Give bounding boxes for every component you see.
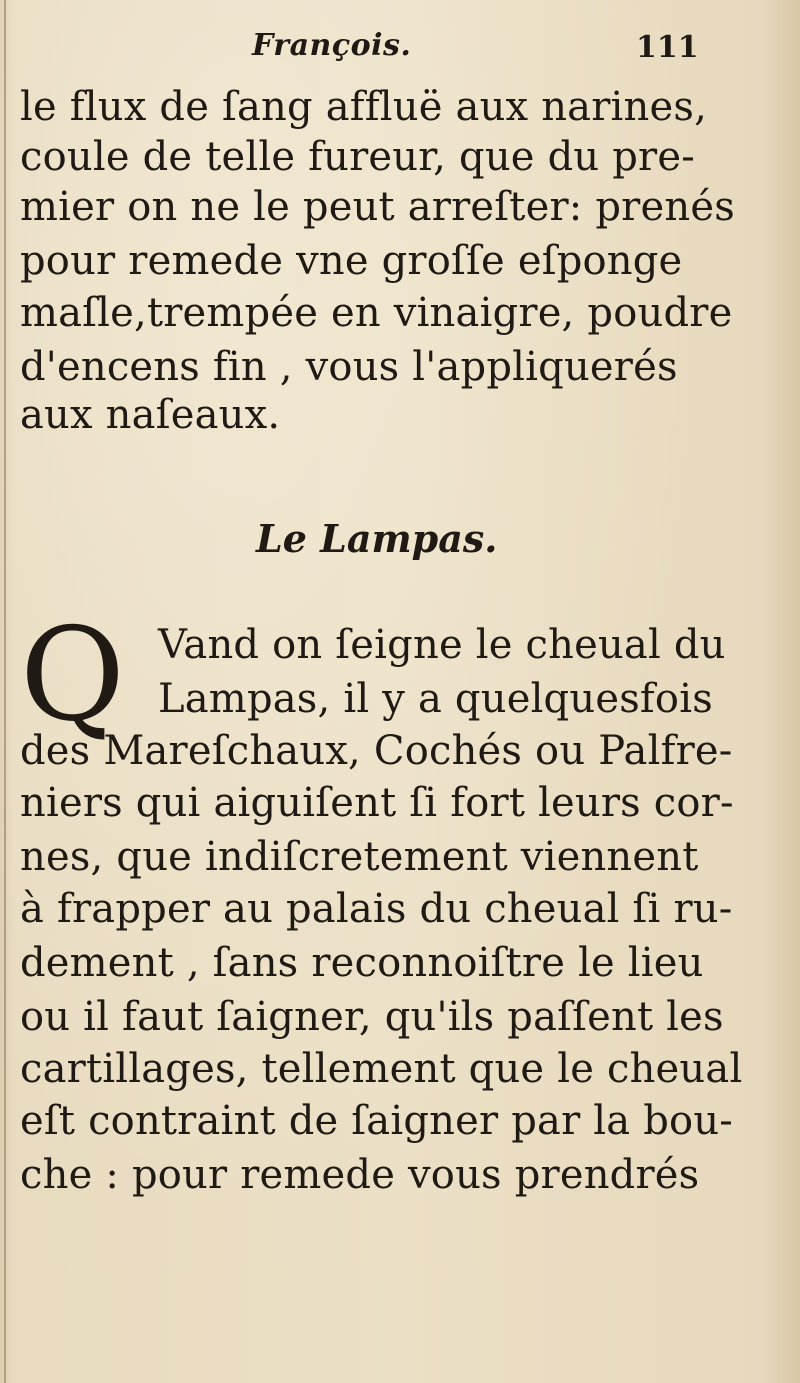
- text-line: nes, que indiſcretement viennent: [20, 834, 699, 880]
- text-line: dement , ſans reconnoiſtre le lieu: [20, 940, 704, 986]
- text-line: che : pour remede vous prendrés: [20, 1152, 700, 1198]
- text-line: maſle,trempée en vinaigre, poudre: [20, 290, 733, 336]
- page-number: 111: [636, 30, 699, 65]
- text-line: Vand on ſeigne le cheual du: [158, 622, 726, 668]
- running-head: François.: [252, 28, 412, 63]
- text-line: eſt contraint de ſaigner par la bou-: [20, 1098, 734, 1144]
- text-line: Lampas, il y a quelquesfois: [158, 676, 713, 722]
- text-line: à frapper au palais du cheual ſi ru-: [20, 886, 733, 932]
- drop-cap: Q: [20, 601, 125, 750]
- text-line: d'encens fin , vous l'appliquerés: [20, 344, 678, 390]
- text-line: ou il faut ſaigner, qu'ils paſſent les: [20, 994, 724, 1040]
- text-line: coule de telle fureur, que du pre-: [20, 134, 695, 180]
- text-line: des Mareſchaux, Cochés ou Palfre-: [20, 728, 733, 774]
- text-line: le flux de ſang affluë aux narines,: [20, 84, 708, 130]
- text-line: pour remede vne groſſe eſponge: [20, 238, 683, 284]
- text-line: mier on ne le peut arreſter: prenés: [20, 184, 735, 230]
- text-line: cartillages, tellement que le cheual: [20, 1046, 743, 1092]
- section-title: Le Lampas.: [256, 516, 498, 561]
- page-gutter: [4, 0, 6, 1383]
- text-line: niers qui aiguiſent ſi fort leurs cor-: [20, 780, 734, 826]
- text-line: aux naſeaux.: [20, 392, 281, 438]
